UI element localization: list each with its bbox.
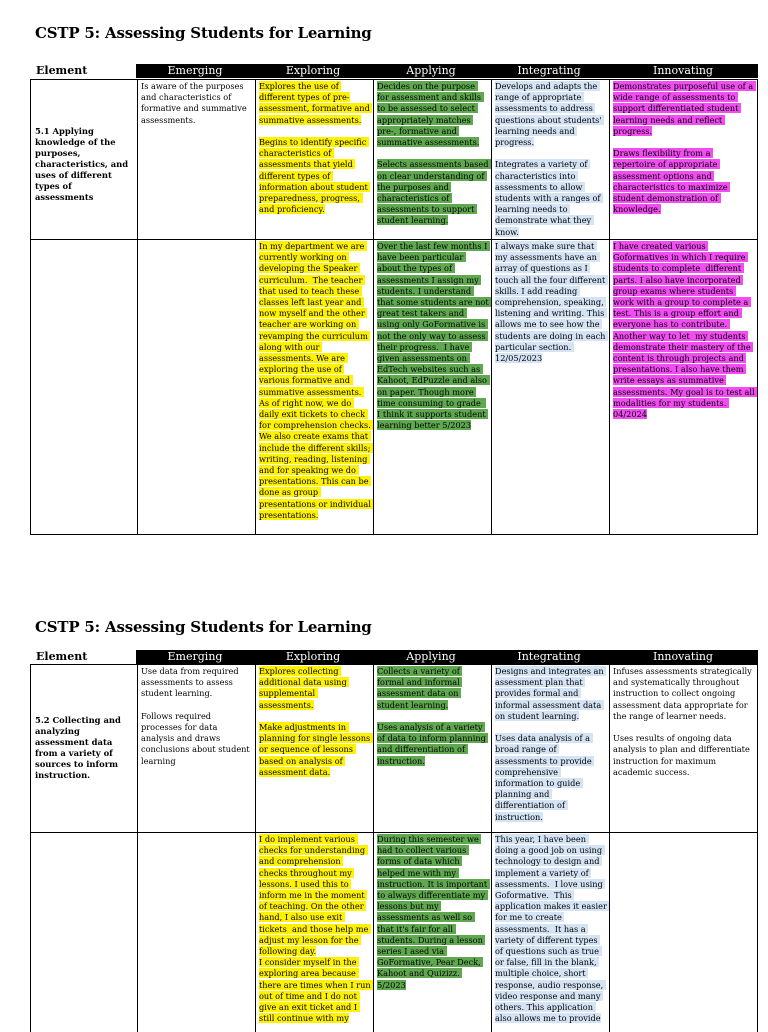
cell-innovating: [609, 665, 757, 832]
cell-text: Demonstrates purposeful use of a wide range of assessments to support differentiated student learning needs and reflect progress. Draws flexibility from a repertoire of appropriate assessment options and characteristics to maximize student demonstration of knowledge.: [613, 81, 756, 214]
cell-innovating: [609, 80, 757, 239]
level-header-innovating: Innovating: [608, 64, 758, 78]
reflection-integrating: [491, 240, 609, 534]
cell-text: In my department we are currently working on developing the Speaker curriculum. The teacher that used to teach these classes left last year and now myself and the other teacher are working on revamping the curriculum along with our assessments. We are exploring the use of various formative and summative assessments. As of right now, we do daily exit tickets to check for comprehension checks. We also create exams that include the different skills; writing, reading, listening and for speaking we do presentations. This can be done as group presentations or individual presentations.: [259, 241, 374, 520]
cell-text: Use data from required assessments to assess student learning. Follows required processes for data analysis and draws conclusions about student learning: [141, 666, 250, 766]
cell-text: Explores the use of different types of pre-assessment, formative and summative assessments. Begins to identify specific characteristics of assessments that yield different types of information about student preparedness, progress, and proficiency.: [259, 81, 372, 214]
cell-exploring: [255, 665, 373, 832]
cell-text: Decides on the purpose for assessment and skills to be assessed to select appropriately matches pre-, formative and summative assessments. Selects assessments based on clear understanding of the purposes and characteristics of assessments to support student learning.: [377, 81, 491, 225]
element-label: 5.2 Collecting and analyzing assessment data from a variety of sources to inform instruction.: [35, 715, 121, 780]
cell-text: During this semester we had to collect various forms of data which helped me with my instruction. It is important to always differentiate my lessons but my assessments as well so that it's fair for all students. During a lesson series I ased via GoFormative, Pear Deck, Kahoot and Quizizz. 5/2023: [377, 834, 490, 990]
level-header-applying: Applying: [372, 650, 490, 664]
level-header-integrating: Integrating: [490, 64, 608, 78]
cell-text: Explores collecting additional data using supplemental assessments. Make adjustments in planning for single lessons or sequence of lessons based on analysis of assessment data.: [259, 666, 373, 777]
cell-text: Collects a variety of formal and informal assessment data on student learning. Uses analysis of a variety of data to inform planning and differentiation of instruction.: [377, 666, 488, 766]
reflection-innovating: [609, 833, 757, 1032]
table-header: [30, 64, 758, 78]
cell-text: This year, I have been doing a good job on using technology to design and implement a variety of assessments. I love using Goformative. This application makes it easier for me to create assessments. It has a variety of different types of questions such as true or false, fill in the blank, multiple choice, short response, audio response, video response and many others. This application also allows me to provide: [495, 834, 610, 1024]
cell-text: Develops and adapts the range of appropriate assessments to address questions about students' learning needs and progress. Integrates a variety of characteristics into assessments to allow students with a ranges of learning needs to demonstrate what they know.: [495, 81, 604, 237]
reflection-emerging: [137, 833, 255, 1032]
page-title: CSTP 5: Assessing Students for Learning: [35, 24, 372, 42]
reflection-exploring: [255, 240, 373, 534]
element-cell: [31, 665, 137, 832]
cell-integrating: [491, 665, 609, 832]
reflection-innovating: [609, 240, 757, 534]
level-header-integrating: Integrating: [490, 650, 608, 664]
cell-text: I do implement various checks for understanding and comprehension checks throughout my lessons. I used this to inform me in the moment of teaching. On the other hand, I also use exit tickets and those help me adjust my lesson for the following day. I consider myself in the exploring area because there are times when I run out of time and I do not give an exit ticket and I still continue with my: [259, 834, 373, 1023]
cell-text: Is aware of the purposes and characteristics of formative and summative assessments.: [141, 81, 250, 125]
cell-text: Designs and integrates an assessment plan that provides formal and informal assessment data on student learning. Uses data analysis of a broad range of assessments to provide comprehensive information to guide planning and differentiation of instruction.: [495, 666, 606, 822]
cell-text: Infuses assessments strategically and systematically throughout instruction to collect ongoing assessment data appropriate for the range of learner needs. Uses results of ongoing data analysis to plan and differentiate instruction for maximum academic success.: [613, 666, 752, 777]
reflection-exploring: [255, 833, 373, 1032]
cell-integrating: [491, 80, 609, 239]
page-title: CSTP 5: Assessing Students for Learning: [35, 618, 372, 636]
element-cell: [31, 833, 137, 1032]
level-header-exploring: Exploring: [254, 64, 372, 78]
cell-applying: [373, 665, 491, 832]
table-row: [30, 79, 758, 240]
level-header-innovating: Innovating: [608, 650, 758, 664]
cell-text: I have created various Goformatives in which I require students to complete different parts. I also have incorporated group exams where students work with a group to complete a test. This is a group effort and everyone has to contribute. Another way to let my students demonstrate their mastery of the content is through projects and presentations. I also have them write essays as summative assessments. My goal is to test all modalities for my students. 04/2024: [613, 241, 758, 420]
level-header-applying: Applying: [372, 64, 490, 78]
cell-text: Over the last few months I have been particular about the types of assessments I assign my students. I understand that some students are not great test takers and using only GoFormative is not the only way to assess their progress. I have given assessments on EdTech websites such as Kahoot, EdPuzzle and also on paper. Though more time consuming to grade I think it supports student learning better 5/2023: [377, 241, 492, 431]
table-row: [30, 664, 758, 833]
element-label: 5.1 Applying knowledge of the purposes, characteristics, and uses of different types of assessments: [35, 126, 129, 202]
table-header: [30, 650, 758, 664]
cell-emerging: [137, 665, 255, 832]
level-header-emerging: Emerging: [136, 650, 254, 664]
element-header: Element: [36, 64, 88, 77]
element-cell: [31, 80, 137, 239]
cell-exploring: [255, 80, 373, 239]
cell-emerging: [137, 80, 255, 239]
reflection-applying: [373, 240, 491, 534]
table-row: [30, 832, 758, 1032]
element-header: Element: [36, 650, 88, 663]
cell-text: I always make sure that my assessments have an array of questions as I touch all the four different skills. I add reading comprehension, speaking, listening and writing. This allows me to see how the students are doing in each particular section. 12/05/2023: [495, 241, 609, 364]
element-cell: [31, 240, 137, 534]
reflection-applying: [373, 833, 491, 1032]
level-header-exploring: Exploring: [254, 650, 372, 664]
reflection-integrating: [491, 833, 609, 1032]
level-header-emerging: Emerging: [136, 64, 254, 78]
cell-applying: [373, 80, 491, 239]
table-row: [30, 239, 758, 535]
reflection-emerging: [137, 240, 255, 534]
